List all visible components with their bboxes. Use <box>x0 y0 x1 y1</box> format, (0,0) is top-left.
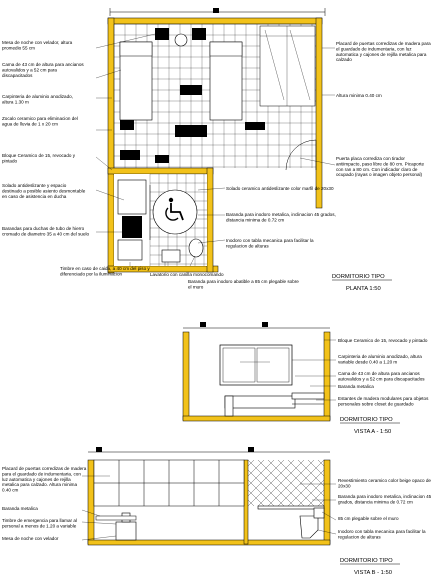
note-b-fold: 85 cm plegable sobre el muro <box>338 516 399 521</box>
wall-left <box>108 18 114 273</box>
floor-section-b <box>88 540 330 545</box>
note-b-rail: Baranda metalica <box>2 506 38 511</box>
note-a-window: Carpinteria de aluminio anodizado, altura variable desde 0.40 a 1.20 m <box>338 354 422 365</box>
shower-area <box>118 180 146 214</box>
note-a-block: Bloque Ceramico de 15, revocado y pintado <box>338 338 428 343</box>
rail-bar <box>96 516 136 520</box>
chair-icon <box>120 120 134 130</box>
note-b-bell: Timbre de emergencia para llamar al personal a menos de 1.20 a variable <box>2 518 77 529</box>
wall-bath-right <box>207 168 213 272</box>
note-a-shelves: Estantes de madera modulares para objetos personales sobre closet de guardado <box>338 396 429 407</box>
note-ceramic-block: Bloque Ceramico de 15, revocado y pintado <box>2 153 76 164</box>
wall-section-b-mid <box>244 460 248 544</box>
chair-icon <box>245 122 265 130</box>
note-b-nightstand: Mesa de noche con velador <box>2 536 59 541</box>
floor-section-a <box>183 416 330 421</box>
floor-plan <box>96 8 335 273</box>
desk <box>175 125 207 137</box>
section-a-title: DORMITORIO TIPO <box>340 417 393 423</box>
note-closet-height: Altura minima 0.40 cm <box>336 93 382 98</box>
stool <box>155 155 169 163</box>
rug <box>180 85 202 95</box>
nightstand-left <box>155 28 169 40</box>
bed-elevation <box>225 396 295 408</box>
toilet-icon <box>189 239 203 257</box>
note-b-toilet: Inodoro con tabla mecanica para facilitar la regulacion de alturas <box>338 529 426 540</box>
note-toilet-bar: Baranda para inodoro abatible a 85 cm plegable sobre el muro <box>188 279 299 290</box>
closet-elevation <box>94 460 244 506</box>
note-bed-height: Cama de 43 cm de altura para ancianos autovalidos y a 52 cm para discapacitados <box>2 62 84 78</box>
shower-tray <box>118 240 142 260</box>
note-b-tile: Revestimiento ceramico color beige opaco de 20x30 <box>338 478 431 489</box>
note-b-closet: Placard de puertas corredizas de madera para el guardado de indumentaria, con luz automatica y cajones de rejilla metalica para calzado. Altura minima 0.40 cm <box>2 466 87 493</box>
note-bath-floor: Solado antideslizante y espacio destinado a posible asiento desmontable en caso de asistencia en ducha <box>2 183 86 199</box>
section-a-subtitle: VISTA A - 1:50 <box>354 429 392 435</box>
lamp-icon <box>175 34 187 46</box>
note-toilet-rail: Baranda para inodoro metalica, inclinacion 45 grados, distancia minima de 0.72 cm <box>226 212 336 223</box>
note-emergency-bell: Timbre en caso de caida, a 40 cm del piso y diferenciado por la iluminacion <box>60 266 150 277</box>
section-marker-top <box>213 8 219 13</box>
note-door: Puerta placa corrediza con tirador antiimpacto, paso libre de 80 cm. Picaporte con ran a 80 cm. Con indicador claro de ocupado (rayas o imagen objeto personal) <box>336 156 425 178</box>
note-closet: Placard de puertas corredizas de madera para el guardado de indumentaria, con luz automatica y cajones de rejilla metalica para calzado <box>336 41 431 63</box>
shelf <box>292 393 324 399</box>
note-a-rail: Baranda metalica <box>338 384 374 389</box>
note-toilet: Inodoro con tabla mecanica para facilitar la regulacion de alturas <box>226 238 314 249</box>
shower-seat <box>122 216 142 238</box>
closet <box>260 26 315 106</box>
sink-icon <box>162 250 180 262</box>
note-bath-tile: Solado ceramico antideslizante color marfil de 20x30 <box>226 186 334 191</box>
wall-section-a-left <box>183 332 189 420</box>
plan-subtitle: PLANTA 1:50 <box>346 286 381 292</box>
plan-title: DORMITORIO TIPO <box>332 274 385 280</box>
note-skirting: Zocalo ceramico para eliminacion del agua de lluvia de 1 x 20 cm <box>2 116 78 127</box>
wall-top <box>108 18 322 24</box>
pillow-right <box>210 42 242 56</box>
note-shower-bars: Barandas para duchas de tubo de hierro cromado de diametro 35 a 40 cm del suelo <box>2 226 90 237</box>
note-a-bed: Cama de 43 cm de altura para ancianos autovalidos y a 52 cm para discapacitados <box>338 371 425 382</box>
wall-right <box>316 18 322 208</box>
section-b-subtitle: VISTA B - 1:50 <box>354 570 392 576</box>
nightstand-right <box>192 28 206 40</box>
note-nightstand: Mesa de noche con velador, altura promedio 55 cm <box>2 40 73 51</box>
pillow-left <box>120 42 152 56</box>
bench <box>120 150 140 160</box>
section-b-title: DORMITORIO TIPO <box>340 558 393 564</box>
note-sink: Lavatorio con canilla monocomando <box>150 272 224 277</box>
section-view-a <box>183 322 336 421</box>
toilet-elevation <box>300 516 318 538</box>
wall-bath-top <box>108 168 213 174</box>
wall-section-b-left <box>88 460 94 544</box>
note-b-toilet-rail: Baranda para inodoro metalica, inclinacion 45 grados, distancia minima de 0.72 cm <box>338 494 432 505</box>
note-window: Carpinteria de aluminio anodizado, altura 1.30 m <box>2 94 73 105</box>
nightstand-elevation <box>116 522 136 540</box>
